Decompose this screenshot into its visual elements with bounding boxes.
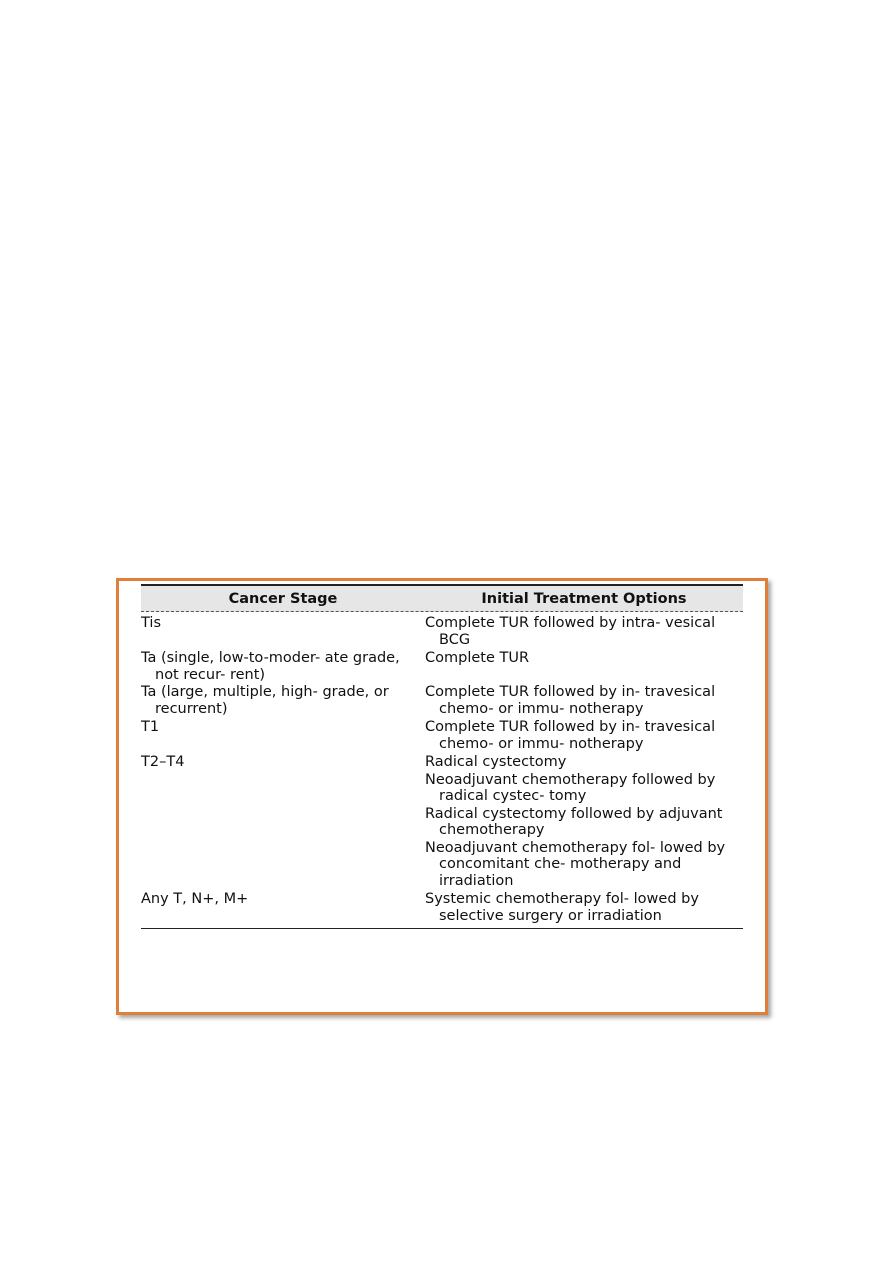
options-cell <box>425 650 743 683</box>
treatment-option: Neoadjuvant chemotherapy followed by radical cystec- tomy <box>425 771 716 804</box>
table-body <box>141 612 743 925</box>
table-row <box>141 684 743 718</box>
table-row <box>141 891 743 925</box>
treatment-option: Radical cystectomy followed by adjuvant chemotherapy <box>425 805 723 838</box>
options-cell <box>425 684 743 718</box>
treatment-option: Complete TUR followed by intra- vesical BCG <box>425 615 716 648</box>
table-frame <box>116 578 768 1015</box>
header-cancer-stage: Cancer Stage <box>228 590 338 607</box>
options-cell <box>425 754 743 890</box>
treatment-table <box>141 584 743 929</box>
stage-cell: Ta (large, multiple, high- grade, or recurrent) <box>141 684 389 717</box>
stage-cell: Ta (single, low-to-moder- ate grade, not recur- rent) <box>141 650 400 683</box>
table-row <box>141 650 743 683</box>
stage-cell: T1 <box>141 719 160 735</box>
table-row <box>141 719 743 753</box>
table-row <box>141 615 743 649</box>
stage-cell: Any T, N+, M+ <box>141 891 249 907</box>
stage-cell: Tis <box>141 615 161 631</box>
treatment-option: Complete TUR followed by in- travesical chemo- or immu- notherapy <box>425 719 716 752</box>
stage-cell: T2–T4 <box>141 754 185 770</box>
table-row <box>141 754 743 890</box>
treatment-option: Complete TUR followed by in- travesical chemo- or immu- notherapy <box>425 684 716 717</box>
options-cell <box>425 615 743 649</box>
treatment-option: Radical cystectomy <box>425 754 567 770</box>
options-cell <box>425 719 743 753</box>
table-bottom-rule <box>141 928 743 929</box>
treatment-option: Neoadjuvant chemotherapy fol- lowed by concomitant che- motherapy and irradiation <box>425 839 726 889</box>
treatment-option: Complete TUR <box>425 650 530 666</box>
header-treatment-options: Initial Treatment Options <box>481 590 687 607</box>
table-header <box>141 584 743 612</box>
treatment-option: Systemic chemotherapy fol- lowed by selective surgery or irradiation <box>425 891 699 924</box>
options-cell <box>425 891 743 925</box>
